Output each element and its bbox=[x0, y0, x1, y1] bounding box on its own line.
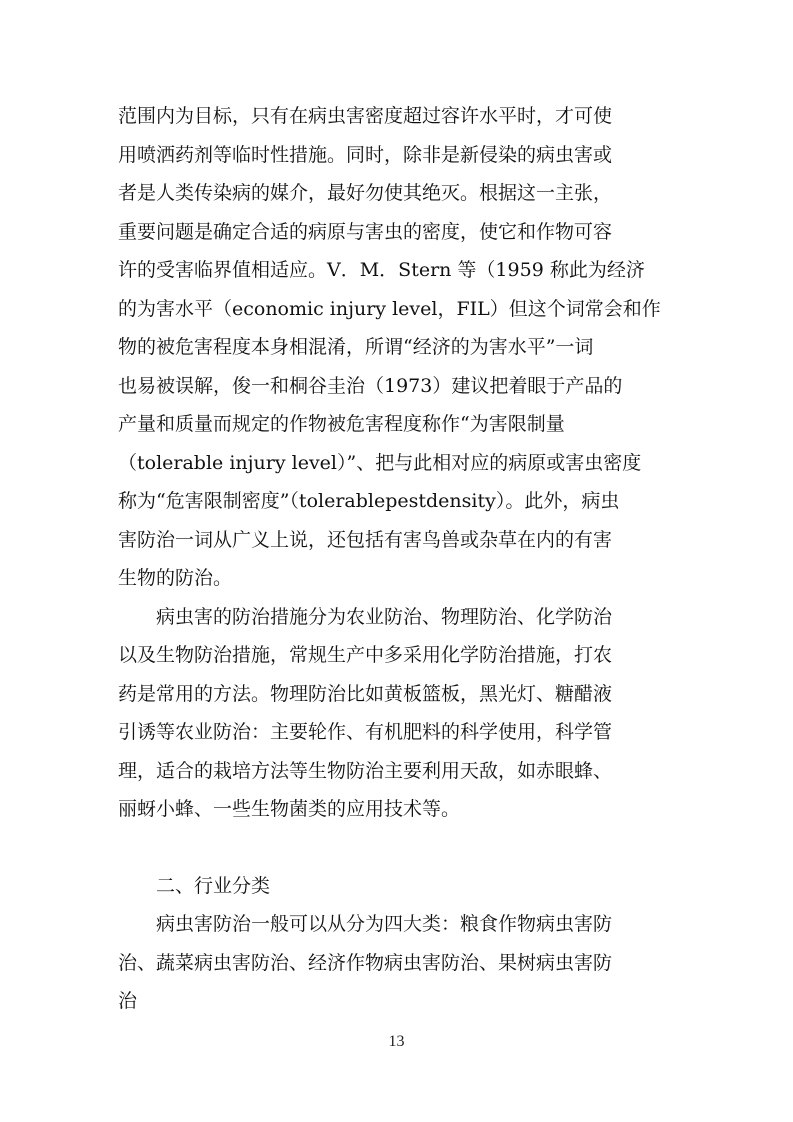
text-line: 许的受害临界值相适应。V．M．Stern 等（1959 称此为经济 bbox=[118, 259, 645, 281]
text-line: 丽蚜小蜂、一些生物菌类的应用技术等。 bbox=[118, 798, 461, 820]
text-line: 引诱等农业防治：主要轮作、有机肥料的科学使用，科学管 bbox=[118, 721, 613, 743]
text-line: 也易被误解，俊一和桐谷圭治（1973）建议把着眼于产品的 bbox=[118, 374, 623, 397]
text-line: 生物的防治。 bbox=[118, 567, 233, 589]
text-line: 以及生物防治措施，常规生产中多采用化学防治措施，打农 bbox=[118, 644, 613, 666]
text-line: 物的被危害程度本身相混淆，所谓“经济的为害水平”一词 bbox=[118, 336, 594, 358]
paragraph-control-measures bbox=[118, 598, 676, 829]
section-heading: 二、行业分类 bbox=[118, 874, 271, 897]
text-line: 病虫害的防治措施分为农业防治、物理防治、化学防治 bbox=[118, 605, 613, 628]
text-line: 范围内为目标，只有在病虫害密度超过容许水平时，才可使 bbox=[118, 105, 613, 127]
text-line: 药是常用的方法。物理防治比如黄板篮板，黑光灯、糖醋液 bbox=[118, 682, 613, 705]
document-body bbox=[118, 97, 676, 1021]
paragraph-industry-categories bbox=[118, 905, 676, 1021]
text-line: 害防治一词从广义上说，还包括有害鸟兽或杂草在内的有害 bbox=[118, 528, 613, 551]
text-line: 用喷洒药剂等临时性措施。同时，除非是新侵染的病虫害或 bbox=[118, 143, 613, 166]
page-number: 13 bbox=[388, 1033, 405, 1050]
text-line: 理，适合的栽培方法等生物防治主要利用天敌，如赤眼蜂、 bbox=[118, 759, 613, 782]
text-line: 的为害水平（economic injury level，FIL）但这个词常会和作 bbox=[118, 297, 661, 320]
paragraph-spacer bbox=[118, 829, 676, 867]
text-line: 产量和质量而规定的作物被危害程度称作“为害限制量 bbox=[118, 413, 565, 435]
text-line: 治、蔬菜病虫害防治、经济作物病虫害防治、果树病虫害防 bbox=[118, 951, 613, 974]
text-line: 重要问题是确定合适的病原与害虫的密度，使它和作物可容 bbox=[118, 220, 613, 243]
text-line: （tolerable injury level）”、把与此相对应的病原或害虫密度 bbox=[118, 451, 642, 474]
text-line: 病虫害防治一般可以从分为四大类：粮食作物病虫害防 bbox=[118, 913, 613, 935]
text-line: 者是人类传染病的媒介，最好勿使其绝灭。根据这一主张， bbox=[118, 182, 613, 204]
text-line: 治 bbox=[118, 990, 138, 1012]
paragraph-pest-threshold bbox=[118, 97, 676, 598]
text-line: 称为“危害限制密度”（tolerablepestdensity）。此外，病虫 bbox=[118, 490, 620, 512]
